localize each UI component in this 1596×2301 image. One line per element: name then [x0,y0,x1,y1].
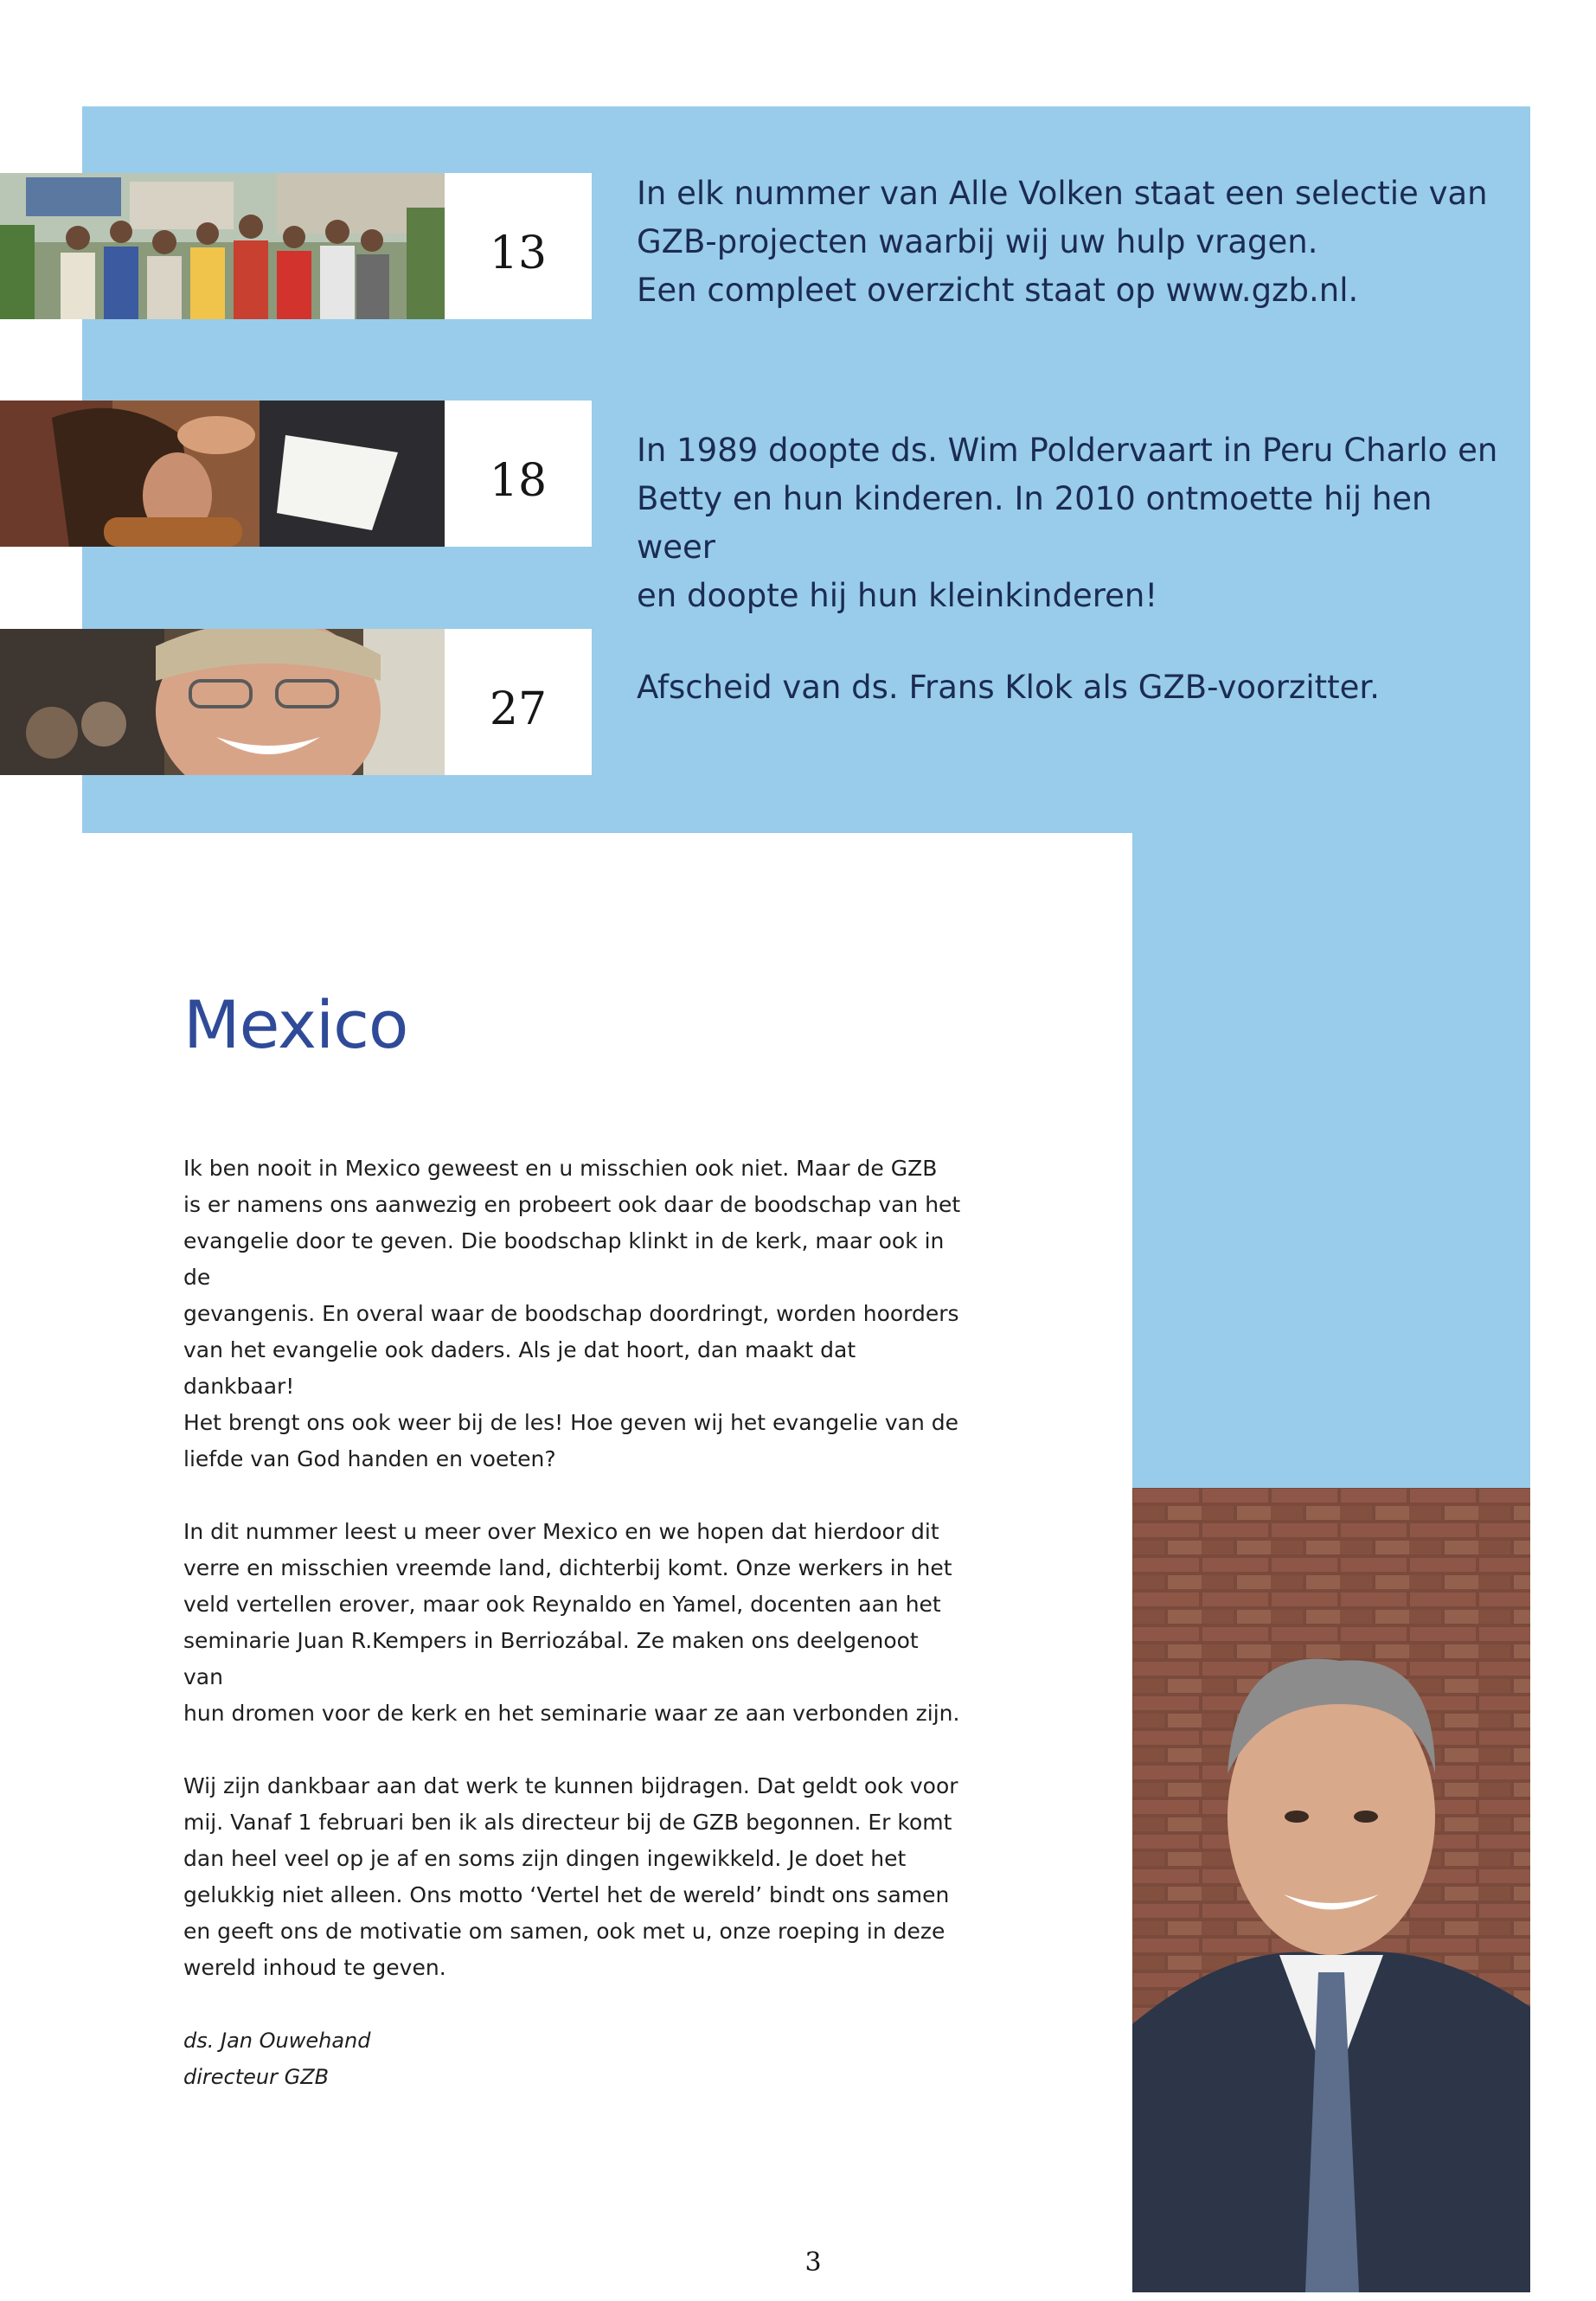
toc-item-18[interactable] [0,401,1530,614]
toc-item-27[interactable] [0,629,1530,775]
side-panel [1132,833,1530,1490]
article-paragraph: In dit nummer leest u meer over Mexico en we hopen dat hierdoor dit verre en misschien vreemde land, dichterbij komt. Onze werkers in het veld vertellen erover, maar ook Reynaldo en Yamel, docenten aan het seminarie Juan R.Kempers in Berriozábal. Ze maken ons deelgenoot van hun dromen voor de kerk en het seminarie waar ze aan verbonden zijn. [183,1519,960,1726]
signature-name: ds. Jan Ouwehand [183,2029,371,2053]
toc-page-number: 13 [445,173,592,319]
toc-description: In elk nummer van Alle Volken staat een selectie van GZB-projecten waarbij wij uw hulp vragen. Een compleet overzicht staat op www.gzb.nl. [637,175,1488,309]
article-title: Mexico [183,986,408,1063]
toc-page-number: 18 [445,401,592,547]
article-body [183,1150,962,2095]
toc-description: In 1989 doopte ds. Wim Poldervaart in Peru Charlo en Betty en hun kinderen. In 2010 ontmoette hij hen weer en doopte hij hun kleinkinderen! [637,432,1498,614]
article-paragraph: Ik ben nooit in Mexico geweest en u misschien ook niet. Maar de GZB is er namens ons aanwezig en probeert ook daar de boodschap van het evangelie door te geven. Die boodschap klinkt in de kerk, maar ook in de gevangenis. En overal waar de boodschap doordringt, worden hoorders van het evangelie ook daders. Als je dat hoort, dan maakt dat dankbaar! Het brengt ons ook weer bij de les! Hoe geven wij het evangelie van de liefde van God handen en voeten? [183,1156,961,1471]
toc-page-number: 27 [445,629,592,775]
toc-item-13[interactable] [0,173,1530,319]
page-number: 3 [804,2247,822,2278]
toc-description: Afscheid van ds. Frans Klok als GZB-voorzitter. [637,669,1380,706]
toc-photo-smiling-man [0,629,445,775]
signature-role: directeur GZB [183,2065,330,2089]
article-paragraph: Wij zijn dankbaar aan dat werk te kunnen bijdragen. Dat geldt ook voor mij. Vanaf 1 februari ben ik als directeur bij de GZB begonnen. Er komt dan heel veel op je af en soms zijn dingen ingewikkeld. Je doet het gelukkig niet alleen. Ons motto ‘Vertel het de wereld’ bindt ons samen en geeft ons de motivatie om samen, ook met u, onze roeping in deze wereld inhoud te geven. [183,1773,958,1980]
toc-photo-baptism [0,401,445,547]
portrait-photo [1132,1488,1530,2292]
toc-photo-group-men [0,173,445,319]
